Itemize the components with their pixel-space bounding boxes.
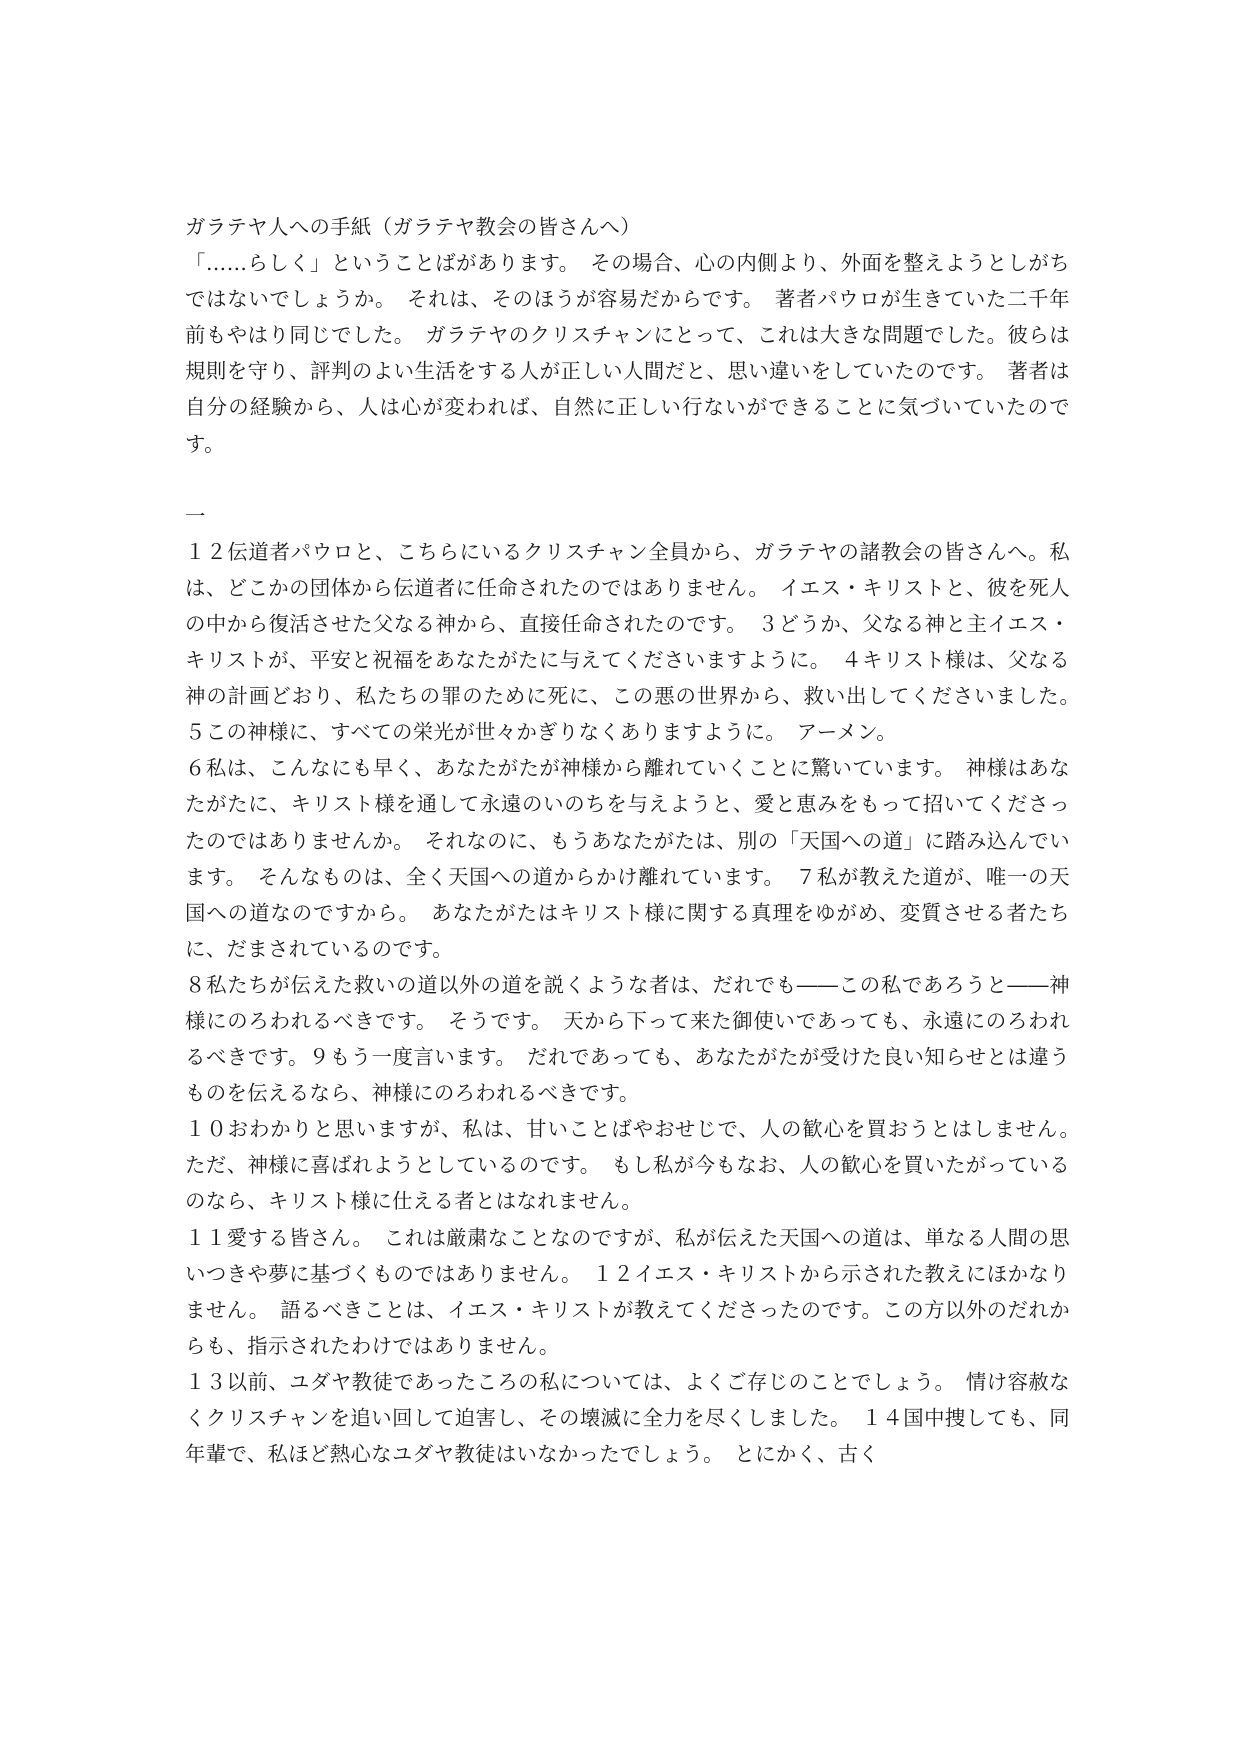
chapter-number: 一	[185, 503, 206, 528]
document-page	[185, 209, 1091, 1472]
verse-paragraph: １１愛する皆さん。 これは厳粛なことなのですが、私が伝えた天国への道は、単なる人間の思いつきや夢に基づくものではありません。 １２イエス・キリストから示された教えにほかなりません。 語るべきことは、イエス・キリストが教えてくださったのです。この方以外のだれからも、指示されたわけではありません。	[185, 1225, 1070, 1358]
verse-paragraph: １２伝道者パウロと、こちらにいるクリスチャン全員から、ガラテヤの諸教会の皆さんへ。私は、どこかの団体から伝道者に任命されたのではありません。 イエス・キリストと、彼を死人の中から復活させた父なる神から、直接任命されたのです。 ３どうか、父なる神と主イエス・キリストが、平安と祝福をあなたがたに与えてくださいますように。 ４キリスト様は、父なる神の計画どおり、私たちの罪のために死に、この悪の世界から、救い出してくださいました。 ５この神様に、すべての栄光が世々かぎりなくありますように。 アーメン。	[185, 539, 1091, 745]
verse-paragraph: ６私は、こんなにも早く、あなたがたが神様から離れていくことに驚いています。 神様はあなたがたに、キリスト様を通して永遠のいのちを与えようと、愛と恵みをもって招いてくださったのではありませんか。 それなのに、もうあなたがたは、別の「天国への道」に踏み込んでいます。 そんなものは、全く天国への道からかけ離れています。 ７私が教えた道が、唯一の天国への道なのですから。 あなたがたはキリスト様に関する真理をゆがめ、変質させる者たちに、だまされているのです。	[185, 756, 1070, 961]
intro-paragraph: 「……らしく」ということばがあります。 その場合、心の内側より、外面を整えようとしがちではないでしょうか。 それは、そのほうが容易だからです。 著者パウロが生きていた二千年前もやはり同じでした。 ガラテヤのクリスチャンにとって、これは大きな問題でした。彼らは規則を守り、評判のよい生活をする人が正しい人間だと、思い違いをしていたのです。 著者は自分の経験から、人は心が変われば、自然に正しい行ないができることに気づいていたのです。	[185, 251, 1070, 456]
document-title: ガラテヤ人への手紙（ガラテヤ教会の皆さんへ）	[185, 215, 641, 239]
verse-paragraph: １０おわかりと思いますが、私は、甘いことばやおせじで、人の歓心を買おうとはしません。 ただ、神様に喜ばれようとしているのです。 もし私が今もなお、人の歓心を買いたがっているのなら、キリスト様に仕える者とはなれません。	[185, 1117, 1091, 1214]
verse-paragraph: ８私たちが伝えた救いの道以外の道を説くような者は、だれでも――この私であろうと――神様にのろわれるべきです。 そうです。 天から下って来た御使いであっても、永遠にのろわれるべきです。９もう一度言います。 だれであっても、あなたがたが受けた良い知らせとは違うものを伝えるなら、神様にのろわれるべきです。	[185, 972, 1070, 1106]
verse-paragraph: １３以前、ユダヤ教徒であったころの私については、よくご存じのことでしょう。 情け容赦なくクリスチャンを追い回して迫害し、その壊滅に全力を尽くしました。 １４国中捜しても、同年輩で、私ほど熱心なユダヤ教徒はいなかったでしょう。 とにかく、古く	[185, 1369, 1070, 1467]
